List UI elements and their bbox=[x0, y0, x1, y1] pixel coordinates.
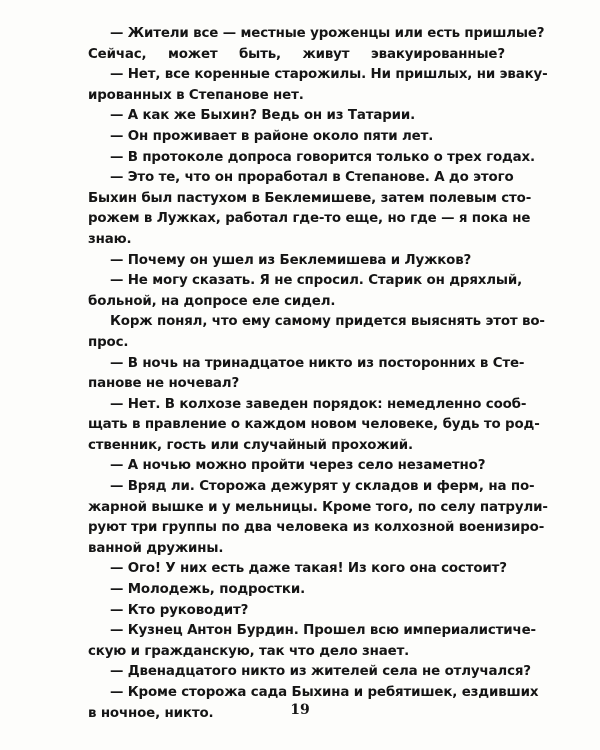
text-line: прос. bbox=[88, 334, 129, 350]
text-line: жарной вышке и у мельницы. Кроме того, по селу патрули- bbox=[88, 499, 548, 515]
text-line: — Молодежь, подростки. bbox=[110, 582, 306, 598]
text-line: Сейчас, может быть, живут эвакуированные? bbox=[88, 46, 505, 62]
text-line: Корж понял, что ему самому придется выяснять этот во- bbox=[110, 314, 545, 330]
text-line: руют три группы по два человека из колхозной военизиро- bbox=[88, 520, 545, 536]
text-line: рожем в Лужках, работал где-то еще, но где — я пока не bbox=[88, 211, 531, 227]
text-line: — В ночь на тринадцатое никто из посторонних в Сте- bbox=[110, 355, 525, 371]
text-line: панове не ночевал? bbox=[88, 376, 240, 392]
body-text bbox=[88, 24, 548, 724]
text-line: — А как же Быхин? Ведь он из Татарии. bbox=[110, 108, 416, 124]
text-line: ванной дружины. bbox=[88, 540, 224, 556]
text-line: — Почему он ушел из Беклемишева и Лужков? bbox=[110, 252, 472, 268]
text-line: — Кроме сторожа сада Быхина и ребятишек, ездивших bbox=[110, 685, 539, 700]
text-line: — Нет. В колхозе заведен порядок: немедленно сооб- bbox=[110, 396, 527, 412]
text-line: больной, на допросе еле сидел. bbox=[88, 293, 336, 309]
text-line: — Кто руководит? bbox=[110, 602, 249, 618]
text-line: — Кузнец Антон Бурдин. Прошел всю империалистиче- bbox=[110, 623, 536, 639]
text-line: — Он проживает в районе около пяти лет. bbox=[110, 128, 434, 144]
text-line: скую и гражданскую, так что дело знает. bbox=[88, 643, 410, 659]
text-line: — Это те, что он проработал в Степанове. А до этого bbox=[110, 170, 514, 186]
text-line: щать в правление о каждом новом человеке, будь то род- bbox=[88, 417, 540, 433]
text-line: — Двенадцатого никто из жителей села не отлучался? bbox=[110, 664, 531, 680]
text-line: — Не могу сказать. Я не спросил. Старик он дряхлый, bbox=[110, 273, 523, 289]
text-line: — Ого! У них есть даже такая! Из кого она состоит? bbox=[110, 561, 507, 577]
text-line: Быхин был пастухом в Беклемишеве, затем полевым сто- bbox=[88, 190, 532, 206]
text-line: — Вряд ли. Сторожа дежурят у складов и ферм, на по- bbox=[110, 479, 535, 495]
text-line: ированных в Степанове нет. bbox=[88, 87, 304, 103]
text-line: — Нет, все коренные старожилы. Ни пришлых, ни эваку- bbox=[110, 67, 548, 83]
text-line: — Жители все — местные уроженцы или есть пришлые? bbox=[110, 26, 545, 41]
text-line: — В протоколе допроса говорится только о трех годах. bbox=[110, 149, 535, 165]
text-line: в ночное, никто. bbox=[88, 705, 214, 721]
text-line: знаю. bbox=[88, 231, 132, 247]
page-number: 19 bbox=[290, 702, 310, 718]
text-line: — А ночью можно пройти через село незаметно? bbox=[110, 458, 486, 474]
text-line: ственник, гость или случайный прохожий. bbox=[88, 437, 413, 453]
